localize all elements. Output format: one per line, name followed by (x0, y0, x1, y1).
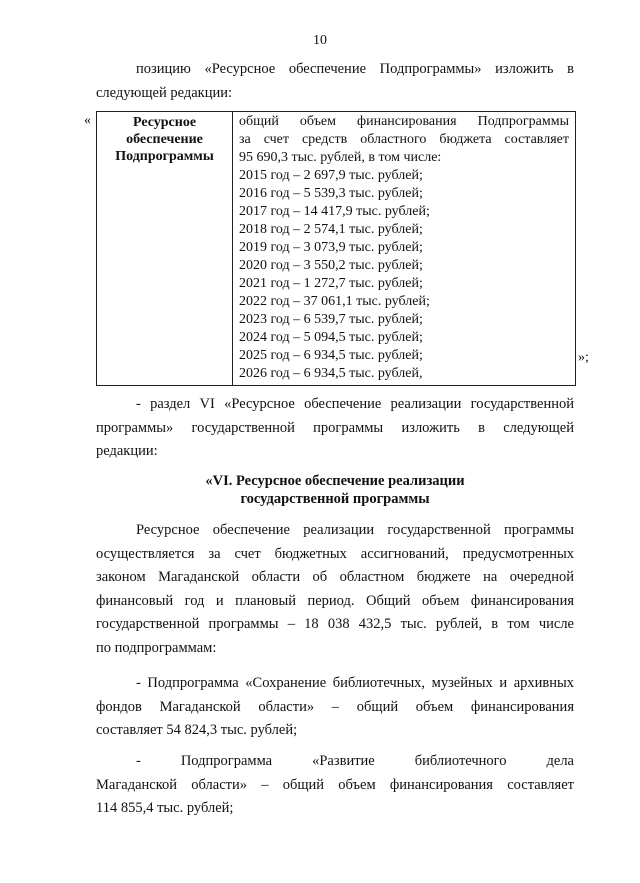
table-close-quote: »; (578, 350, 589, 365)
body-line: законом Магаданской области об областном бюджете на очередной (96, 569, 574, 585)
intro-line-2: следующей редакции: (96, 84, 233, 101)
resource-label-line: обеспечение (126, 132, 203, 147)
resource-label-line: Ресурсное (132, 115, 197, 130)
year-funding-line: 2019 год – 3 073,9 тыс. рублей; (239, 240, 423, 255)
body-line: составляет 54 824,3 тыс. рублей; (96, 722, 298, 738)
year-funding-line: 2018 год – 2 574,1 тыс. рублей; (239, 222, 423, 237)
section-intro-line-3: редакции: (96, 443, 158, 459)
body-line: Ресурсное обеспечение реализации государственной программы (136, 522, 574, 538)
body-line: осуществляется за счет бюджетных ассигнований, предусмотренных (96, 545, 574, 562)
funding-summary-line: общий объем финансирования Подпрограммы (239, 114, 569, 129)
funding-summary-line: за счет средств областного бюджета составляет (239, 132, 569, 147)
page-number: 10 (313, 33, 327, 48)
section-heading-line-2: государственной программы (240, 491, 430, 507)
section-intro-paragraph (96, 393, 574, 464)
year-funding-line: 2024 год – 5 094,5 тыс. рублей; (239, 330, 423, 345)
body-line: фондов Магаданской области» – общий объем финансирования (96, 698, 574, 715)
section-heading (96, 472, 574, 508)
year-funding-line: 2021 год – 1 272,7 тыс. рублей; (239, 276, 423, 291)
section-intro-line-2: программы» государственной программы изложить в следующей (96, 419, 574, 436)
body-line: 114 855,4 тыс. рублей; (96, 800, 234, 816)
body-line: Магаданской области» – общий объем финансирования составляет (96, 776, 574, 793)
resource-label-line: Подпрограммы (115, 149, 214, 164)
year-funding-line: 2026 год – 6 934,5 тыс. рублей, (239, 366, 423, 381)
intro-line-1: позицию «Ресурсное обеспечение Подпрограммы» изложить в (136, 61, 574, 77)
body-line: финансовый год и плановый период. Общий объем финансирования (96, 592, 574, 609)
body-line: государственной программы – 18 038 432,5 тыс. рублей, в том числе (96, 616, 574, 632)
intro-paragraph (96, 58, 574, 105)
body-line: - Подпрограмма «Развитие библиотечного дела (136, 753, 574, 769)
body-paragraph-3 (96, 750, 574, 821)
year-funding-line: 2020 год – 3 550,2 тыс. рублей; (239, 258, 423, 273)
body-paragraph-1 (96, 519, 574, 660)
resource-value-cell (233, 112, 576, 386)
year-funding-line: 2023 год – 6 539,7 тыс. рублей; (239, 312, 423, 327)
body-line: - Подпрограмма «Сохранение библиотечных, музейных и архивных (136, 675, 574, 691)
year-funding-line: 2017 год – 14 417,9 тыс. рублей; (239, 204, 430, 219)
section-heading-line-1: «VI. Ресурсное обеспечение реализации (205, 473, 465, 489)
year-funding-line: 2025 год – 6 934,5 тыс. рублей; (239, 348, 423, 363)
resource-table (96, 111, 576, 386)
resource-label-cell (97, 112, 233, 386)
year-funding-line: 2022 год – 37 061,1 тыс. рублей; (239, 294, 430, 309)
funding-summary-line: 95 690,3 тыс. рублей, в том числе: (239, 150, 442, 165)
year-funding-line: 2015 год – 2 697,9 тыс. рублей; (239, 168, 423, 183)
section-intro-line-1: - раздел VI «Ресурсное обеспечение реализации государственной (136, 396, 574, 412)
body-line: по подпрограммам: (96, 639, 217, 656)
table-open-quote: « (84, 113, 91, 128)
body-paragraph-2 (96, 672, 574, 743)
year-funding-line: 2016 год – 5 539,3 тыс. рублей; (239, 186, 423, 201)
